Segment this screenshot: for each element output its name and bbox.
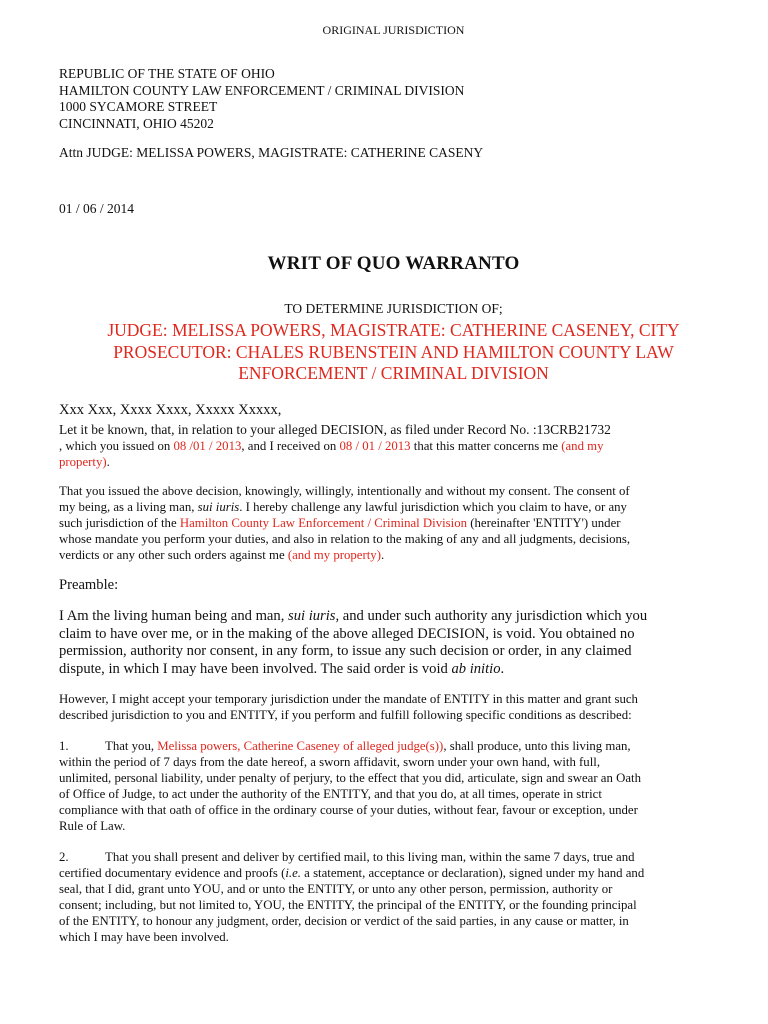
item-line: of the ENTITY, to honour any judgment, order, decision or verdict of the said parties, in any cause or matter, in (59, 914, 629, 929)
received-date: 08 / 01 / 2013 (339, 438, 411, 453)
consent-text: (hereinafter 'ENTITY') under (467, 515, 621, 530)
header-jurisdiction: ORIGINAL JURISDICTION (322, 23, 465, 37)
document-date: 01 / 06 / 2014 (59, 201, 135, 216)
item-line: unlimited, personal liability, under penalty of perjury, to the effect that you did, articulate, sign and swear an Oath (59, 771, 641, 786)
issued-date: 08 /01 / 2013 (173, 438, 242, 453)
consent-line (59, 499, 728, 515)
consent-text: such jurisdiction of the (59, 515, 180, 530)
item-italic: i.e. (285, 866, 301, 881)
item-line: which I may have been involved. (59, 930, 229, 945)
consent-text: my being, as a living man, (59, 499, 198, 514)
consent-line (59, 515, 728, 531)
item-line (59, 738, 728, 754)
consent-text: . I hereby challenge any lawful jurisdiction which you claim to have, or any (239, 499, 627, 514)
item-text: a statement, acceptance or declaration), signed under my hand and (300, 866, 645, 881)
preamble-line (59, 661, 728, 679)
item-line (59, 849, 728, 865)
intro-line (59, 438, 728, 454)
preamble-text: I Am the living human being and man, (59, 608, 289, 625)
document-title: WRIT OF QUO WARRANTO (267, 253, 520, 274)
item-line: compliance with that oath of office in the ordinary course of your duties, without fear, favour or exception, under (59, 803, 638, 818)
alleged-judges: Melissa powers, Catherine Caseney of alleged judge(s)) (157, 739, 444, 754)
respondents-block (59, 320, 728, 385)
intro-text: , and I received on (241, 438, 340, 453)
preamble-text: and under such authority any jurisdiction which you (339, 608, 648, 625)
item-text: certified documentary evidence and proofs ( (59, 866, 286, 881)
item-text: That you shall present and deliver by certified mail, to this living man, within the same 7 days, true and (105, 850, 635, 865)
respondents-line: ENFORCEMENT / CRIMINAL DIVISION (238, 363, 549, 383)
intro-line (59, 454, 728, 470)
item-line: consent; including, but not limited to, YOU, the ENTITY, the principal of the ENTITY, or the founding principal (59, 898, 637, 913)
item-number: 2. (59, 850, 69, 865)
preamble-line: claim to have over me, or in the making of the above alleged DECISION, is void. You obtained no (59, 625, 635, 642)
consent-line: That you issued the above decision, knowingly, willingly, intentionally and without my consent. The consent of (59, 483, 630, 498)
however-line: described jurisdiction to you and ENTITY, if you perform and fulfill following specific conditions as described: (59, 708, 632, 723)
item-line: seal, that I did, grant unto YOU, and or unto the ENTITY, or unto any other person, permission, authority or (59, 882, 613, 897)
respondents-line: PROSECUTOR: CHALES RUBENSTEIN AND HAMILTON COUNTY LAW (113, 341, 674, 362)
item-text: That you, (105, 739, 158, 754)
address-line: CINCINNATI, OHIO 45202 (59, 115, 214, 131)
address-line: REPUBLIC OF THE STATE OF OHIO (59, 66, 275, 81)
consent-text: verdicts or any other such orders against me (59, 547, 288, 562)
however-line: However, I might accept your temporary jurisdiction under the mandate of ENTITY in this matter and grant such (59, 692, 638, 707)
intro-text: that this matter concerns me (410, 438, 562, 453)
consent-italic: sui iuris (197, 499, 240, 514)
condition-item-2 (59, 849, 728, 945)
address-line: HAMILTON COUNTY LAW ENFORCEMENT / CRIMINAL DIVISION (59, 82, 465, 98)
item-line: Rule of Law. (59, 819, 126, 834)
preamble-text: dispute, in which I may have been involved. The said order is void (59, 660, 452, 677)
preamble-heading: Preamble: (59, 576, 119, 593)
condition-item-1 (59, 738, 728, 834)
entity-name: Hamilton County Law Enforcement / Criminal Division (179, 515, 468, 530)
preamble-italic: ab initio (451, 660, 501, 677)
intro-text: , which you issued on (59, 438, 174, 453)
preamble-italic: sui iuris, (288, 608, 340, 625)
respondents-line: JUDGE: MELISSA POWERS, MAGISTRATE: CATHERINE CASENEY, CITY (107, 320, 680, 340)
item-line: within the period of 7 days from the date hereof, a sworn affidavit, sworn under your own hand, with full, (59, 755, 601, 770)
address-line: 1000 SYCAMORE STREET (59, 99, 218, 114)
however-paragraph (59, 691, 728, 723)
intro-paragraph (59, 422, 728, 470)
property-note: (and my (561, 438, 604, 453)
consent-text: . (380, 547, 385, 562)
consent-line: whose mandate you perform your duties, and also in relation to the making of any and all judgments, decisions, (59, 531, 631, 546)
item-number: 1. (59, 739, 69, 754)
item-line: of Office of Judge, to act under the authority of the ENTITY, and that you do, at all times, operate in strict (59, 787, 602, 802)
item-line (59, 865, 728, 881)
address-block (59, 66, 728, 132)
consent-paragraph (59, 483, 728, 563)
preamble-line (59, 608, 728, 626)
consent-line (59, 547, 728, 563)
determine-heading: TO DETERMINE JURISDICTION OF; (284, 301, 503, 316)
preamble-line: permission, authority nor consent, in any form, to issue any such decision or order, in any claimed (59, 643, 632, 660)
preamble-text: . (500, 660, 505, 677)
item-text: , shall produce, unto this living man, (443, 739, 631, 754)
preamble-paragraph (59, 608, 728, 678)
property-note: property) (59, 454, 107, 469)
salutation: Xxx Xxx, Xxxx Xxxx, Xxxxx Xxxxx, (59, 401, 282, 418)
intro-text: . (106, 454, 110, 469)
property-note: (and my property) (287, 547, 381, 562)
attn-line: Attn JUDGE: MELISSA POWERS, MAGISTRATE: CATHERINE CASENY (59, 145, 484, 160)
intro-line: Let it be known, that, in relation to your alleged DECISION, as filed under Record No. :13CRB21732 (59, 421, 611, 437)
